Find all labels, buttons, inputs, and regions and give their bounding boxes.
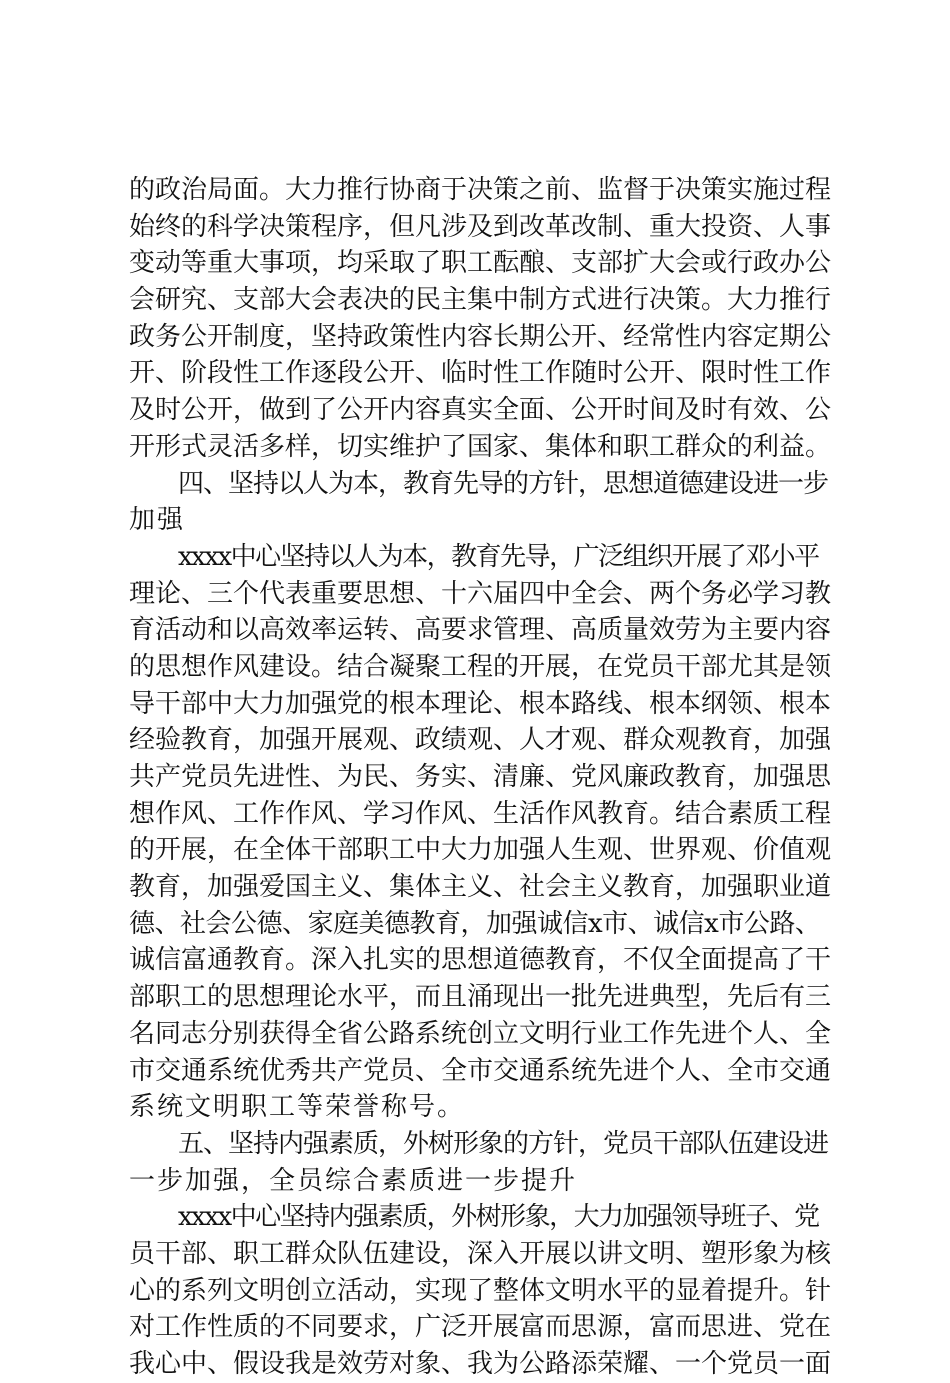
- text-line: 系统文明职工等荣誉称号。: [129, 1092, 466, 1123]
- text-line: 市交通系统优秀共产党员、全市交通系统先进个人、全市交通: [129, 1055, 832, 1086]
- text-line: 四、坚持以人为本，教育先导的方针，思想道德建设进一步: [178, 468, 829, 499]
- text-line: 的政治局面。大力推行协商于决策之前、监督于决策实施过程: [129, 175, 832, 205]
- text-line: 员干部、职工群众队伍建设，深入开展以讲文明、塑形象为核: [129, 1238, 832, 1269]
- text-line: 政务公开制度，坚持政策性内容长期公开、经常性内容定期公: [129, 321, 832, 352]
- text-line: xxxx中心坚持以人为本，教育先导，广泛组织开展了邓小平: [178, 541, 819, 572]
- text-line: 我心中、假设我是效劳对象、我为公路添荣耀、一个党员一面: [129, 1349, 832, 1379]
- text-line: 变动等重大事项，均采取了职工酝酿、支部扩大会或行政办公: [129, 248, 832, 279]
- text-line: 开形式灵活多样，切实维护了国家、集体和职工群众的利益。: [129, 431, 832, 462]
- text-line: 一步加强，全员综合素质进一步提升: [129, 1165, 578, 1196]
- text-line: 会研究、支部大会表决的民主集中制方式进行决策。大力推行: [129, 285, 832, 316]
- text-line: 的思想作风建设。结合凝聚工程的开展，在党员干部尤其是领: [129, 651, 832, 682]
- text-line: 理论、三个代表重要思想、十六届四中全会、两个务必学习教: [129, 578, 832, 609]
- text-line: 始终的科学决策程序，但凡涉及到改革改制、重大投资、人事: [129, 211, 832, 242]
- text-line: 导干部中大力加强党的根本理论、根本路线、根本纲领、根本: [129, 688, 832, 719]
- text-line: 想作风、工作作风、学习作风、生活作风教育。结合素质工程: [129, 798, 832, 829]
- text-line: xxxx中心坚持内强素质，外树形象，大力加强领导班子、党: [178, 1202, 819, 1233]
- text-line: 共产党员先进性、为民、务实、清廉、党风廉政教育，加强思: [129, 762, 832, 792]
- text-line: 名同志分别获得全省公路系统创立文明行业工作先进个人、全: [129, 1018, 832, 1049]
- text-line: 五、坚持内强素质，外树形象的方针，党员干部队伍建设进: [178, 1128, 829, 1159]
- text-line: 教育，加强爱国主义、集体主义、社会主义教育，加强职业道: [129, 872, 832, 903]
- text-line: 开、阶段性工作逐段公开、临时性工作随时公开、限时性工作: [129, 358, 832, 389]
- text-line: 的开展，在全体干部职工中大力加强人生观、世界观、价值观: [129, 835, 832, 866]
- text-line: 加强: [129, 505, 186, 536]
- document-body: [129, 172, 832, 1383]
- text-line: 德、社会公德、家庭美德教育，加强诚信x市、诚信x市公路、: [129, 908, 821, 939]
- text-line: 诚信富通教育。深入扎实的思想道德教育，不仅全面提高了干: [129, 945, 832, 976]
- text-line: 对工作性质的不同要求，广泛开展富而思源，富而思进、党在: [129, 1312, 832, 1343]
- text-line: 育活动和以高效率运转、高要求管理、高质量效劳为主要内容: [129, 615, 832, 646]
- text-line: 及时公开，做到了公开内容真实全面、公开时间及时有效、公: [129, 395, 832, 426]
- text-line: 心的系列文明创立活动，实现了整体文明水平的显着提升。针: [129, 1275, 832, 1306]
- text-line: 经验教育，加强开展观、政绩观、人才观、群众观教育，加强: [129, 725, 832, 756]
- text-line: 部职工的思想理论水平，而且涌现出一批先进典型，先后有三: [129, 982, 832, 1013]
